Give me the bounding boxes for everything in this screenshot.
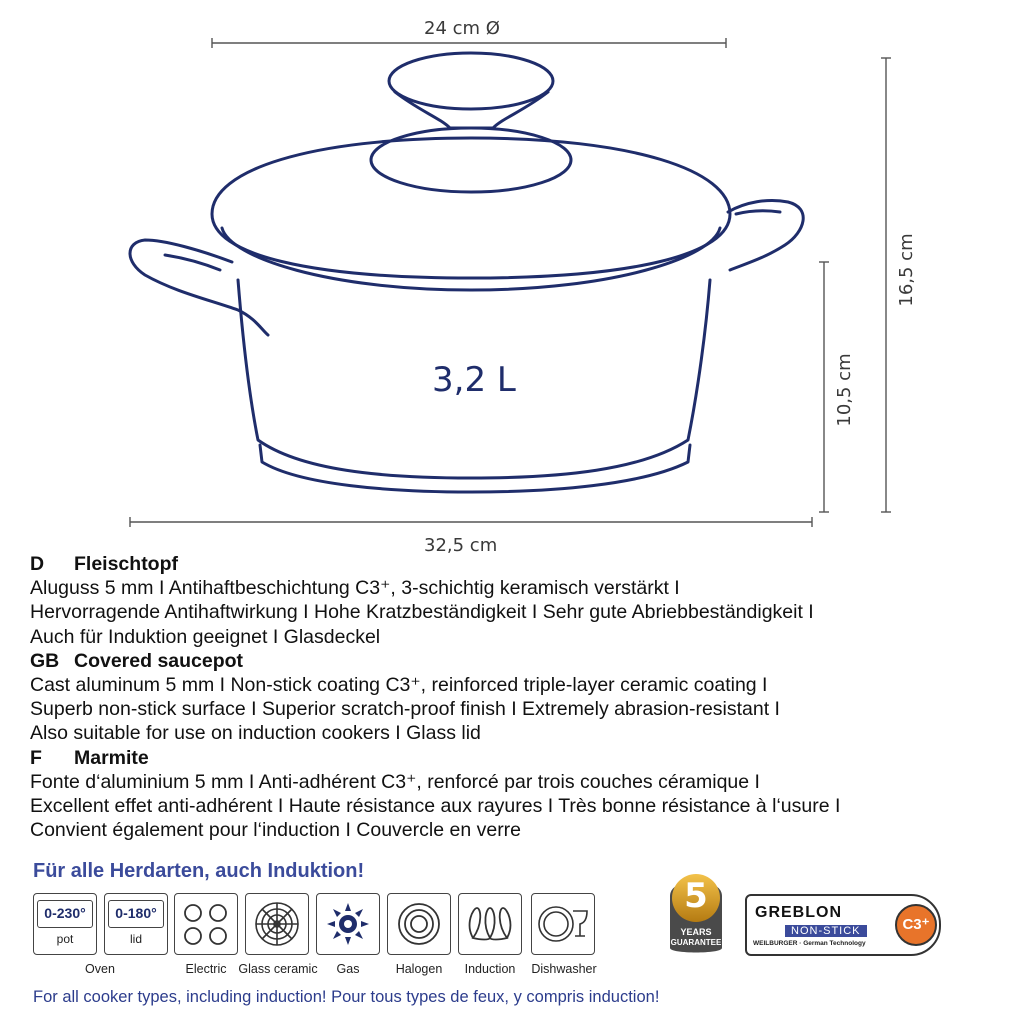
c3-grade: C3⁺ [902, 916, 930, 933]
section-header-f: F Marmite [30, 746, 149, 769]
text-line: Aluguss 5 mm I Antihaftbeschichtung C3⁺, 3-schichtig keramisch verstärkt I [30, 577, 680, 600]
dishwasher-icon [531, 893, 595, 955]
text-line: Also suitable for use on induction cookers I Glass lid [30, 722, 481, 745]
lid-rim [222, 228, 720, 290]
gas-label: Gas [336, 962, 360, 976]
glass-ceramic-label: Glass ceramic [238, 962, 318, 976]
halogen-label: Halogen [395, 962, 443, 976]
greblon-brand: GREBLON [755, 904, 842, 921]
greblon-non-stick: NON-STICK [785, 925, 867, 937]
c3-badge [895, 904, 937, 946]
pot-base [260, 445, 690, 492]
dim-body-height-label: 10,5 cm [834, 353, 855, 427]
left-handle-inner [165, 255, 220, 270]
lid-knob-top [389, 53, 553, 109]
oven-lid-icon: 0-180° lid [104, 893, 168, 955]
dishwasher-label: Dishwasher [531, 962, 597, 976]
dim-diameter-label: 24 cm Ø [424, 18, 500, 39]
description-text [30, 552, 1010, 842]
text-line: Convient également pour l‘induction I Couvercle en verre [30, 819, 522, 842]
greblon-maker: WEILBURGER · German Technology [753, 940, 866, 947]
guarantee-text: GUARANTEE [670, 938, 722, 947]
text-line: Hervorragende Antihaftwirkung I Hohe Kratzbeständigkeit I Sehr gute Abriebbeständigkeit I [30, 601, 814, 624]
section-header-de: D Fleischtopf [30, 553, 179, 575]
text-line: Auch für Induktion geeignet I Glasdeckel [30, 625, 381, 648]
induction-icon [458, 893, 522, 955]
electric-label: Electric [185, 962, 227, 976]
dim-width-label: 32,5 cm [424, 535, 498, 556]
guarantee-years-text: YEARS [680, 927, 712, 937]
dim-total-height-label: 16,5 cm [896, 233, 917, 307]
text-line: Excellent effet anti-adhérent I Haute résistance aux rayures I Très bonne résistance à l‘usure I [30, 795, 841, 818]
text-line: Fonte d‘aluminium 5 mm I Anti-adhérent C3⁺, renforcé par trois couches céramique I [30, 770, 760, 793]
oven-label: Oven [85, 962, 115, 976]
cooker-types-tagline: Für alle Herdarten, auch Induktion! [33, 860, 365, 882]
text-line: Cast aluminum 5 mm I Non-stick coating C3⁺, reinforced triple-layer ceramic coating I [30, 674, 768, 697]
glass-ceramic-icon [245, 893, 309, 955]
footer-text: For all cooker types, including induction! Pour tous types de feux, y compris induction! [33, 988, 660, 1006]
section-header-gb: GB Covered saucepot [30, 649, 244, 672]
volume-label: 3,2 L [432, 360, 516, 400]
halogen-icon [387, 893, 451, 955]
left-handle [130, 240, 268, 335]
guarantee-years-number: 5 [684, 876, 708, 916]
guarantee-badge [662, 866, 730, 956]
gas-icon [316, 893, 380, 955]
greblon-logo [745, 894, 941, 956]
electric-icon [174, 893, 238, 955]
induction-label: Induction [464, 962, 516, 976]
lid-outline [212, 138, 730, 278]
right-handle-inner [736, 211, 780, 214]
text-line: Superb non-stick surface I Superior scratch-proof finish I Extremely abrasion-resistant I [30, 698, 780, 721]
oven-pot-icon: 0-230° pot [33, 893, 97, 955]
